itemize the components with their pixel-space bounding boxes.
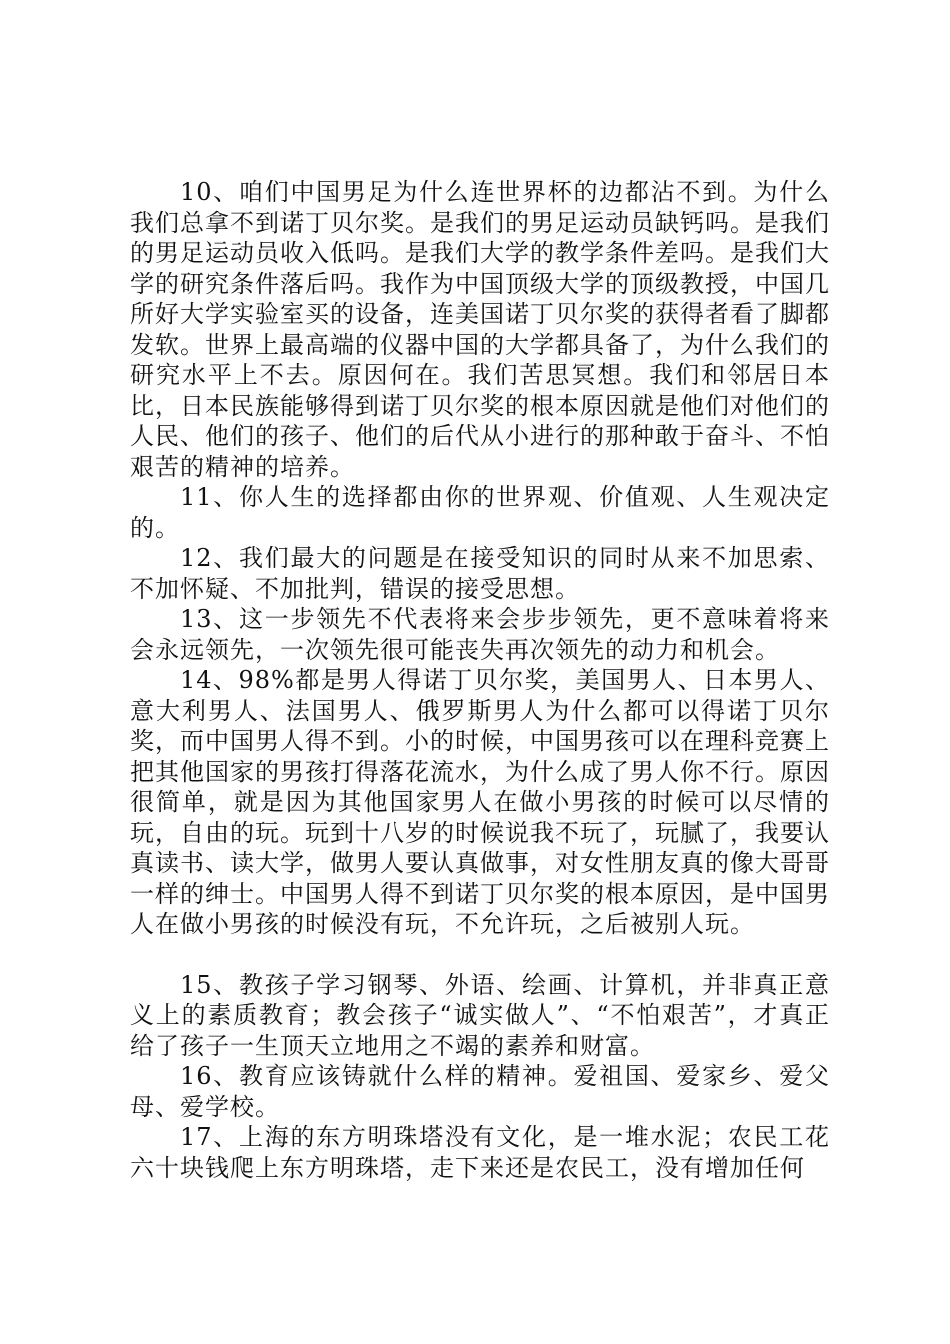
paragraph-16: 16、教育应该铸就什么样的精神。爱祖国、爱家乡、爱父母、爱学校。 (130, 1062, 830, 1121)
paragraph-gap (130, 940, 830, 970)
document-body (130, 177, 830, 1183)
paragraph-17: 17、上海的东方明珠塔没有文化，是一堆水泥；农民工花六十块钱爬上东方明珠塔，走下来还是农民工，没有增加任何 (130, 1123, 830, 1182)
paragraph-12: 12、我们最大的问题是在接受知识的同时从来不加思索、不加怀疑、不加批判，错误的接受思想。 (130, 544, 830, 603)
paragraph-14: 14、98%都是男人得诺丁贝尔奖，美国男人、日本男人、意大利男人、法国男人、俄罗斯男人为什么都可以得诺丁贝尔奖，而中国男人得不到。小的时候，中国男孩可以在理科竞赛上把其他国家的男孩打得落花流水，为什么成了男人你不行。原因很简单，就是因为其他国家男人在做小男孩的时候可以尽情的玩，自由的玩。玩到十八岁的时候说我不玩了，玩腻了，我要认真读书、读大学，做男人要认真做事，对女性朋友真的像大哥哥一样的绅士。中国男人得不到诺丁贝尔奖的根本原因，是中国男人在做小男孩的时候没有玩，不允许玩，之后被别人玩。 (130, 666, 830, 938)
paragraph-10: 10、咱们中国男足为什么连世界杯的边都沾不到。为什么我们总拿不到诺丁贝尔奖。是我们的男足运动员缺钙吗。是我们的男足运动员收入低吗。是我们大学的教学条件差吗。是我们大学的研究条件落后吗。我作为中国顶级大学的顶级教授，中国几所好大学实验室买的设备，连美国诺丁贝尔奖的获得者看了脚都发软。世界上最高端的仪器中国的大学都具备了，为什么我们的研究水平上不去。原因何在。我们苦思冥想。我们和邻居日本比，日本民族能够得到诺丁贝尔奖的根本原因就是他们对他们的人民、他们的孩子、他们的后代从小进行的那种敢于奋斗、不怕艰苦的精神的培养。 (130, 178, 830, 481)
paragraph-11: 11、你人生的选择都由你的世界观、价值观、人生观决定的。 (130, 483, 830, 542)
paragraph-15: 15、教孩子学习钢琴、外语、绘画、计算机，并非真正意义上的素质教育；教会孩子“诚实做人”、“不怕艰苦”，才真正给了孩子一生顶天立地用之不竭的素养和财富。 (130, 970, 830, 1060)
paragraph-13: 13、这一步领先不代表将来会步步领先，更不意味着将来会永远领先，一次领先很可能丧失再次领先的动力和机会。 (130, 605, 830, 664)
